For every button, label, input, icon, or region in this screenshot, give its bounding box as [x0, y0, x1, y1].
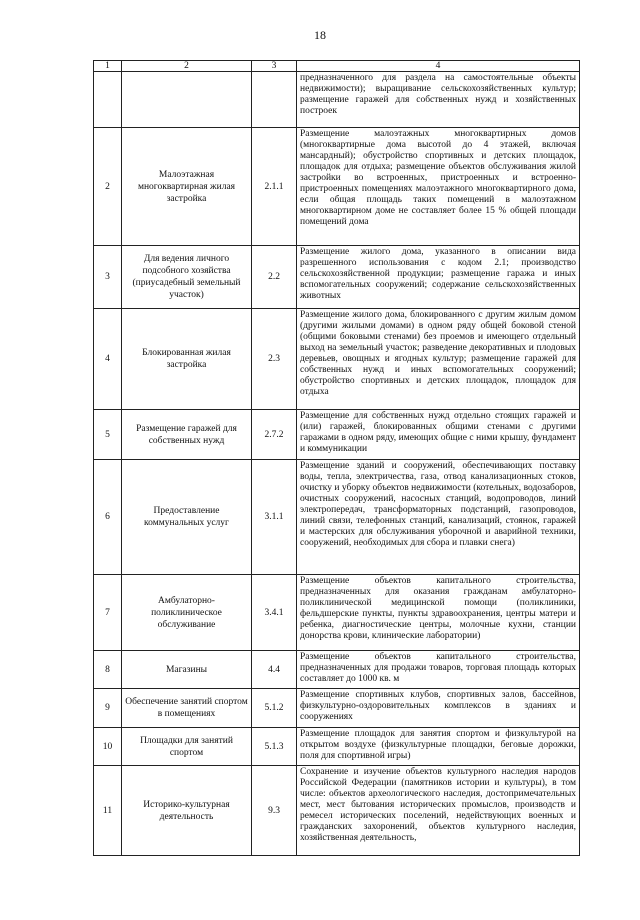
- row-code: 2.1.1: [252, 128, 297, 246]
- row-description: Размещение малоэтажных многоквартирных домов (многоквартирные дома высотой до 4 этажей, включая мансардный); обустройство спортивных и детских площадок, площадок для отдыха; размещение объектов обслуживания жилой застройки во встроенных, пристроенных и встроенно-пристроенных помещениях малоэтажного многоквартирного дома, если общая площадь таких помещений в малоэтажном многоквартирном доме не составляет более 15 % общей площади помещений дома: [297, 128, 580, 246]
- table-row: [94, 72, 580, 128]
- row-number: 9: [94, 689, 122, 728]
- row-description: Размещение жилого дома, блокированного с другим жилым домом (другими жилыми домами) в одном ряду общей боковой стеной (общими боковыми стенами) без проемов и имеющего отдельный выход на земельный участок; разведение декоративных и плодовых деревьев, овощных и ягодных культур; размещение гаражей для собственных нужд и иных вспомогательных сооружений; обустройство спортивных и детских площадок, площадок для отдыха: [297, 309, 580, 410]
- header-col-3: 3: [252, 61, 297, 72]
- table-row: [94, 309, 580, 410]
- table-row: [94, 460, 580, 575]
- row-name: Малоэтажная многоквартирная жилая застройка: [122, 128, 252, 246]
- table-row: [94, 766, 580, 856]
- row-description: Размещение площадок для занятия спортом и физкультурой на открытом воздухе (физкультурные площадки, беговые дорожки, поля для спортивной игры): [297, 728, 580, 766]
- row-name: Магазины: [122, 651, 252, 689]
- row-code: 3.1.1: [252, 460, 297, 575]
- row-description: Размещение зданий и сооружений, обеспечивающих поставку воды, тепла, электричества, газа, отвод канализационных стоков, очистку и уборку объектов недвижимости (котельных, водозаборов, очистных сооружений, насосных станций, водопроводов, линий электропередач, трансформаторных подстанций, газопроводов, линий связи, телефонных станций, канализаций, стоянок, гаражей и мастерских для обслуживания уборочной и аварийной техники, сооружений, необходимых для сбора и плавки снега): [297, 460, 580, 575]
- row-number: 8: [94, 651, 122, 689]
- row-number: 11: [94, 766, 122, 856]
- row-number: 10: [94, 728, 122, 766]
- row-code: 5.1.3: [252, 728, 297, 766]
- row-name: Площадки для занятий спортом: [122, 728, 252, 766]
- row-description: Размещение для собственных нужд отдельно стоящих гаражей и (или) гаражей, блокированных общими стенами с другими гаражами в одном ряду, имеющих общие с ними крышу, фундамент и коммуникации: [297, 410, 580, 460]
- row-code: 2.2: [252, 246, 297, 309]
- row-name: Обеспечение занятий спортом в помещениях: [122, 689, 252, 728]
- table-row: [94, 689, 580, 728]
- header-row: [94, 61, 580, 72]
- row-code: 3.4.1: [252, 575, 297, 651]
- table-row: [94, 728, 580, 766]
- row-name: Амбулаторно-поликлиническое обслуживание: [122, 575, 252, 651]
- table-row: [94, 246, 580, 309]
- table-row: [94, 575, 580, 651]
- row-description: Размещение жилого дома, указанного в описании вида разрешенного использования с кодом 2.1; производство сельскохозяйственной продукции; размещение гаража и иных вспомогательных сооружений; содержание сельскохозяйственных животных: [297, 246, 580, 309]
- row-code: 9.3: [252, 766, 297, 856]
- table-row: [94, 410, 580, 460]
- row-name: Блокированная жилая застройка: [122, 309, 252, 410]
- row-description: Размещение объектов капитального строительства, предназначенных для оказания гражданам амбулаторно-поликлинической медицинской помощи (поликлиники, фельдшерские пункты, пункты здравоохранения, центры матери и ребенка, диагностические центры, молочные кухни, станции донорства крови, клинические лаборатории): [297, 575, 580, 651]
- row-number: 6: [94, 460, 122, 575]
- row-code: 4.4: [252, 651, 297, 689]
- table-row: [94, 128, 580, 246]
- header-col-4: 4: [297, 61, 580, 72]
- row-name: Размещение гаражей для собственных нужд: [122, 410, 252, 460]
- row-description: Сохранение и изучение объектов культурного наследия народов Российской Федерации (памятников истории и культуры), в том числе: объектов археологического наследия, достопримечательных мест, мест бытования исторических промыслов, производств и ремесел исторических поселений, недействующих военных и гражданских захоронений, объектов культурного наследия, хозяйственная деятельность,: [297, 766, 580, 856]
- land-use-table: [93, 60, 580, 856]
- row-code: 2.3: [252, 309, 297, 410]
- page-number: 18: [314, 28, 326, 42]
- row-number: 5: [94, 410, 122, 460]
- row-name: Историко-культурная деятельность: [122, 766, 252, 856]
- row-number: 3: [94, 246, 122, 309]
- row-number: 4: [94, 309, 122, 410]
- row-code: 5.1.2: [252, 689, 297, 728]
- row-number: 2: [94, 128, 122, 246]
- row-number: [94, 72, 122, 128]
- row-description: предназначенного для раздела на самостоятельные объекты недвижимости); выращивание сельскохозяйственных культур; размещение гаражей для собственных нужд и хозяйственных построек: [297, 72, 580, 128]
- row-name: Для ведения личного подсобного хозяйства (приусадебный земельный участок): [122, 246, 252, 309]
- row-description: Размещение объектов капитального строительства, предназначенных для продажи товаров, торговая площадь которых составляет до 1000 кв. м: [297, 651, 580, 689]
- row-description: Размещение спортивных клубов, спортивных залов, бассейнов, физкультурно-оздоровительных комплексов в зданиях и сооружениях: [297, 689, 580, 728]
- row-number: 7: [94, 575, 122, 651]
- row-code: [252, 72, 297, 128]
- table-row: [94, 651, 580, 689]
- header-col-1: 1: [94, 61, 122, 72]
- row-name: Предоставление коммунальных услуг: [122, 460, 252, 575]
- header-col-2: 2: [122, 61, 252, 72]
- row-name: [122, 72, 252, 128]
- row-code: 2.7.2: [252, 410, 297, 460]
